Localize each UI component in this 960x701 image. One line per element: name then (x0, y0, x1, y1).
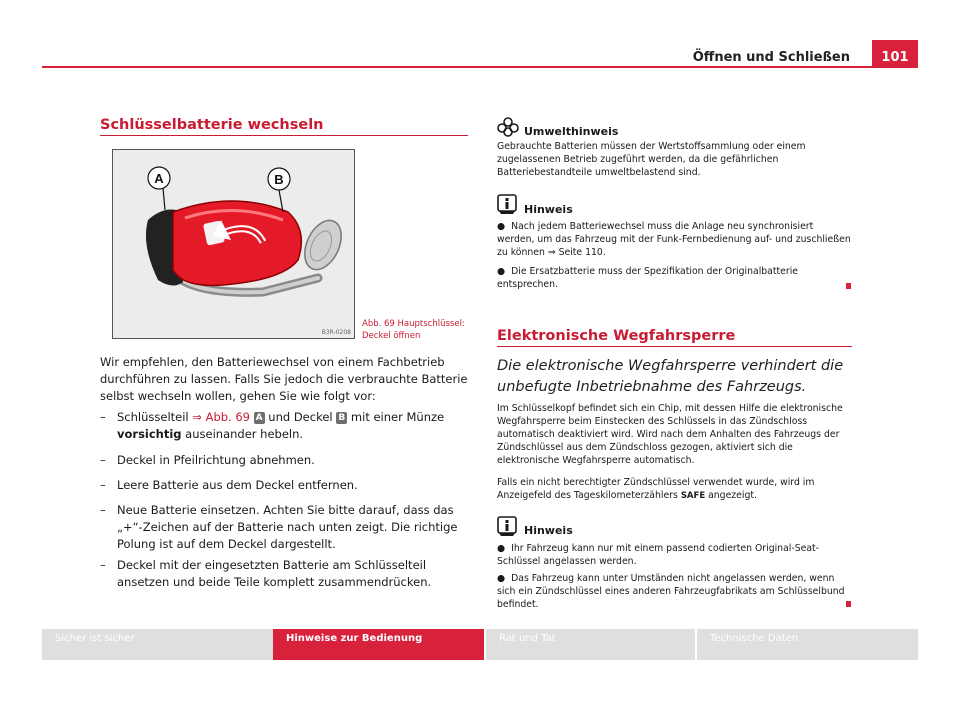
hint-bullet (497, 265, 852, 291)
figure-label-b: B (274, 172, 284, 187)
hint-text: Die Ersatzbatterie muss der Spezifikation der Originalbatterie entsprechen. (497, 266, 799, 290)
lead-text: Die elektronische Wegfahrsperre verhindert die unbefugte Inbetriebnahme des Fahrzeugs. (497, 358, 844, 395)
environment-icon (497, 117, 519, 137)
bullet-dot: ● (497, 543, 506, 554)
immobilizer-paragraph: Im Schlüsselkopf befindet sich ein Chip, mit dessen Hilfe die elektronische Wegfahrsperre beim Einstecken des Schlüssels in das Zündschloss automatisch deaktiviert wird. Wird nach dem Anhalten des Fahrzeugs der Zündschlüssel aus dem Zündschloss gezogen, aktiviert sich die elektronische Wegfahrsperre automatisch. (497, 403, 843, 466)
info-icon (497, 194, 517, 215)
paragraph-text: Falls ein nicht berechtigter Zündschlüssel verwendet wurde, wird im Anzeigefeld des Tageskilometerzählers (497, 477, 815, 501)
figure-reference-link[interactable]: ⇒ Abb. 69 (192, 410, 254, 424)
footer-nav (42, 629, 918, 660)
car-key-illustration (113, 150, 354, 338)
section-title-immobilizer: Elektronische Wegfahrsperre (497, 328, 736, 344)
safe-display-text: SAFE (680, 491, 706, 501)
hint-title: Hinweis (524, 524, 573, 537)
badge-b: B (336, 412, 347, 424)
hint-bullet (497, 572, 852, 611)
step-item (100, 502, 468, 553)
step-dash: – (100, 453, 106, 467)
hint-bullet (497, 542, 852, 568)
section-title-battery: Schlüsselbatterie wechseln (100, 117, 324, 133)
step-text: Neue Batterie einsetzen. Achten Sie bitte darauf, dass das „+“-Zeichen auf der Batterie nach unten zeigt. Die richtige Polung ist auf dem Deckel dargestellt. (117, 503, 458, 551)
step-item (100, 557, 468, 591)
footer-tab-advice[interactable]: Rat und Tat (484, 629, 695, 660)
paragraph-text: angezeigt. (705, 490, 757, 501)
info-icon (497, 516, 517, 537)
step-text: auseinander hebeln. (181, 427, 304, 441)
figure-code: B3R-0208 (321, 329, 351, 336)
bullet-dot: ● (497, 221, 506, 232)
bullet-dot: ● (497, 573, 506, 584)
footer-tab-technical[interactable]: Technische Daten (695, 629, 918, 660)
step-text: Deckel in Pfeilrichtung abnehmen. (117, 453, 315, 467)
safe-paragraph (497, 476, 852, 503)
step-dash: – (100, 503, 106, 517)
badge-a: A (254, 412, 265, 424)
running-header: Öffnen und Schließen (692, 50, 850, 65)
end-marker (846, 283, 851, 289)
step-item (100, 452, 468, 469)
environment-note-title: Umwelthinweis (524, 125, 619, 138)
figure-caption (362, 318, 465, 342)
section-rule (497, 346, 852, 347)
hint-text: Ihr Fahrzeug kann nur mit einem passend codierten Original-Seat-Schlüssel angelassen werden. (497, 543, 820, 567)
end-marker (846, 601, 851, 607)
step-dash: – (100, 478, 106, 492)
step-text: Leere Batterie aus dem Deckel entfernen. (117, 478, 358, 492)
key-figure (112, 149, 355, 339)
figure-label-a: A (154, 171, 164, 186)
hint-bullet (497, 220, 852, 259)
step-text: mit einer Münze (347, 410, 445, 424)
step-text: und Deckel (264, 410, 337, 424)
page-number: 101 (872, 40, 918, 68)
step-emphasis: vorsichtig (117, 427, 182, 441)
environment-note-text: Gebrauchte Batterien müssen der Wertstoffsammlung oder einem zugelassenen Betrieb zugeführt werden, da die gefährlichen Batteriebestandteile umweltbelastend sind. (497, 141, 806, 178)
footer-tab-operation[interactable]: Hinweise zur Bedienung (273, 629, 484, 660)
intro-paragraph: Wir empfehlen, den Batteriewechsel von einem Fachbetrieb durchführen zu lassen. Falls Sie jedoch die verbrauchte Batterie selbst wechseln wollen, gehen Sie wie folgt vor: (100, 355, 468, 403)
step-dash: – (100, 410, 106, 424)
caption-line: Abb. 69 Hauptschlüssel: (362, 319, 465, 329)
step-dash: – (100, 558, 106, 572)
step-item (100, 477, 468, 494)
step-text: Deckel mit der eingesetzten Batterie am Schlüsselteil ansetzen und beide Teile komplett zusammendrücken. (117, 558, 432, 589)
step-item (100, 409, 468, 443)
section-rule (100, 135, 468, 136)
hint-title: Hinweis (524, 203, 573, 216)
step-text: Schlüsselteil (117, 410, 193, 424)
caption-line: Deckel öffnen (362, 331, 421, 341)
header-rule (42, 66, 918, 68)
footer-tab-safety[interactable]: Sicher ist sicher (55, 633, 135, 644)
hint-text: Das Fahrzeug kann unter Umständen nicht angelassen werden, wenn sich ein Zündschlüssel eines anderen Fahrzeugfabrikats am Schlüsselbund befindet. (497, 573, 845, 610)
bullet-dot: ● (497, 266, 506, 277)
hint-text: Nach jedem Batteriewechsel muss die Anlage neu synchronisiert werden, um das Fahrzeug mit der Funk-Fernbedienung auf- und zuschließen zu können ⇒ Seite 110. (497, 221, 851, 258)
